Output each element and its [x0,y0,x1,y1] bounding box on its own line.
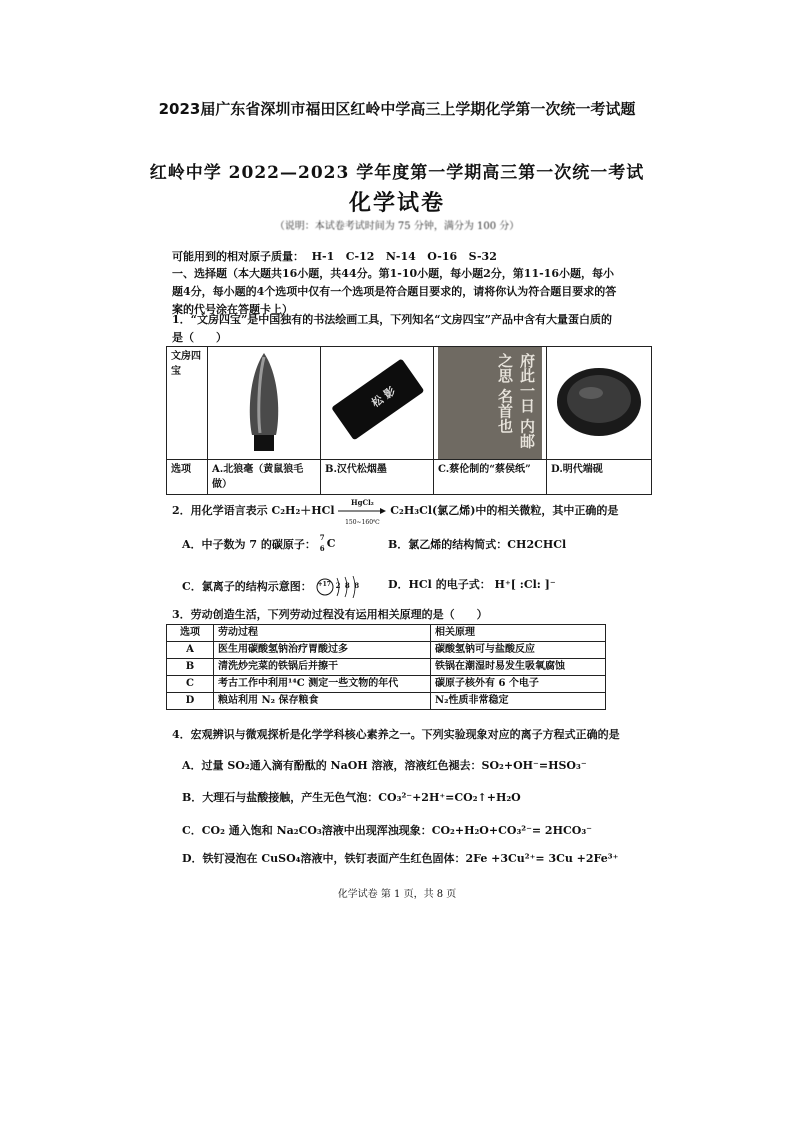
exam-instructions: （说明：本试卷考试时间为 75 分钟，满分为 100 分） [274,221,520,232]
page-footer: 化学试卷 第 1 页，共 8 页 [337,889,457,900]
catalyst-label: HgCl₂ [351,498,374,507]
option-d-label: D.明代端砚 [547,460,652,495]
page-header-title: 2023届广东省深圳市福田区红岭中学高三上学期化学第一次统一考试题 [158,100,636,118]
mass-number: 7 [319,533,325,542]
q2-option-c-text: C．氯离子的结构示意图： [182,580,312,593]
option-c-image [434,347,547,460]
option-a-label: A.北狼毫（黄鼠狼毛做） [208,460,321,495]
table-cell: 碳原子核外有 6 个电子 [431,676,606,693]
question-3-table [166,624,606,710]
table-cell: 医生用碳酸氢钠治疗胃酸过多 [214,642,431,659]
table-header: 相关原理 [431,625,606,642]
paper-text: 府此一日 内邮之思 名首也 [496,353,536,449]
hcl-electron-formula: H⁺[ :Cl: ]⁻ [494,578,556,591]
atomic-masses: 可能用到的相对原子质量： H-1 C-12 N-14 O-16 S-32 [172,250,497,263]
q2-option-a-text: A．中子数为 7 的碳原子： [182,538,316,551]
q4-option-a: A．过量 SO₂通入滴有酚酞的 NaOH 溶液，溶液红色褪去：SO₂+OH⁻=HSO₃⁻ [182,759,587,772]
table-cell: D [167,693,214,710]
table-cell: N₂性质非常稳定 [431,693,606,710]
table-header: 选项 [167,625,214,642]
reaction-arrow [338,498,386,526]
question-2-stem [172,498,632,526]
q2-stem-suffix: C₂H₃Cl(氯乙烯)中的相关微粒，其中正确的是 [390,504,619,517]
table-row [167,693,606,710]
table-cell: B [167,659,214,676]
question-1-stem: 1．“文房四宝”是中国独有的书法绘画工具，下列知名“文房四宝”产品中含有大量蛋白质的是（ ） [172,313,612,344]
table-cell: 粮站利用 N₂ 保存粮食 [214,693,431,710]
ink-stick-text: 松 影 [369,384,398,410]
paper-icon [438,347,542,459]
brush-icon [212,347,316,459]
inkstone-icon [551,347,647,459]
row-label-options: 选项 [167,460,208,495]
option-c-label: C.蔡伦制的“蔡侯纸” [434,460,547,495]
q4-option-c: C．CO₂ 通入饱和 Na₂CO₃溶液中出现浑浊现象：CO₂+H₂O+CO₃²⁻= 2HCO₃⁻ [182,824,592,837]
chloride-ion-diagram [316,576,362,598]
table-cell: 考古工作中利用¹⁴C 测定一些文物的年代 [214,676,431,693]
electron-shells: 2 8 8 [335,581,360,590]
nucleus-charge: +17 [317,581,331,588]
question-4-stem: 4．宏观辨识与微观探析是化学学科核心素养之一。下列实验现象对应的离子方程式正确的是 [172,728,620,741]
table-cell: C [167,676,214,693]
option-d-image [547,347,652,460]
section-heading: 一、选择题（本大题共16小题，共44分。第1-10小题，每小题2分，第11-16小题，每小题4分，每小题的4个选项中仅有一个选项是符合题目要求的，请将你认为符合题目要求的答案的代号涂在答题卡上） [172,267,617,316]
table-cell: A [167,642,214,659]
table-header: 劳动过程 [214,625,431,642]
option-a-image [208,347,321,460]
table-cell: 清洗炒完菜的铁锅后并擦干 [214,659,431,676]
q4-option-d: D．铁钉浸泡在 CuSO₄溶液中，铁钉表面产生红色固体：2Fe +3Cu²⁺= 3Cu +2Fe³⁺ [182,852,619,865]
q2-option-a [182,533,338,553]
school-title: 红岭中学 2022—2023 学年度第一学期高三第一次统一考试 [149,163,645,183]
option-b-image [321,347,434,460]
option-b-label: B.汉代松烟墨 [321,460,434,495]
question-3-stem: 3．劳动创造生活，下列劳动过程没有运用相关原理的是（ ） [172,608,488,621]
q2-option-c [182,576,362,598]
table-row [167,642,606,659]
nuclide-symbol [319,533,338,553]
atomic-number: 6 [319,544,325,553]
subject-title: 化学试卷 [348,191,445,216]
element-symbol: C [326,537,336,550]
q2-stem-prefix: 2．用化学语言表示 C₂H₂＋HCl [172,504,335,517]
q4-option-b: B．大理石与盐酸接触，产生无色气泡：CO₃²⁻+2H⁺=CO₂↑+H₂O [182,791,521,804]
q2-option-d-text: D．HCl 的电子式： [388,578,491,591]
table-row [167,659,606,676]
question-1-table [166,346,652,495]
table-cell: 铁锅在潮湿时易发生吸氧腐蚀 [431,659,606,676]
q2-option-b: B．氯乙烯的结构简式：CH2CHCl [388,538,567,551]
table-header-row [167,625,606,642]
condition-label: 150~160℃ [345,519,380,526]
table-row [167,676,606,693]
q2-option-d [388,576,556,592]
ink-stick-icon [325,347,429,459]
table-cell: 碳酸氢钠可与盐酸反应 [431,642,606,659]
row-label-items: 文房四宝 [167,347,208,460]
